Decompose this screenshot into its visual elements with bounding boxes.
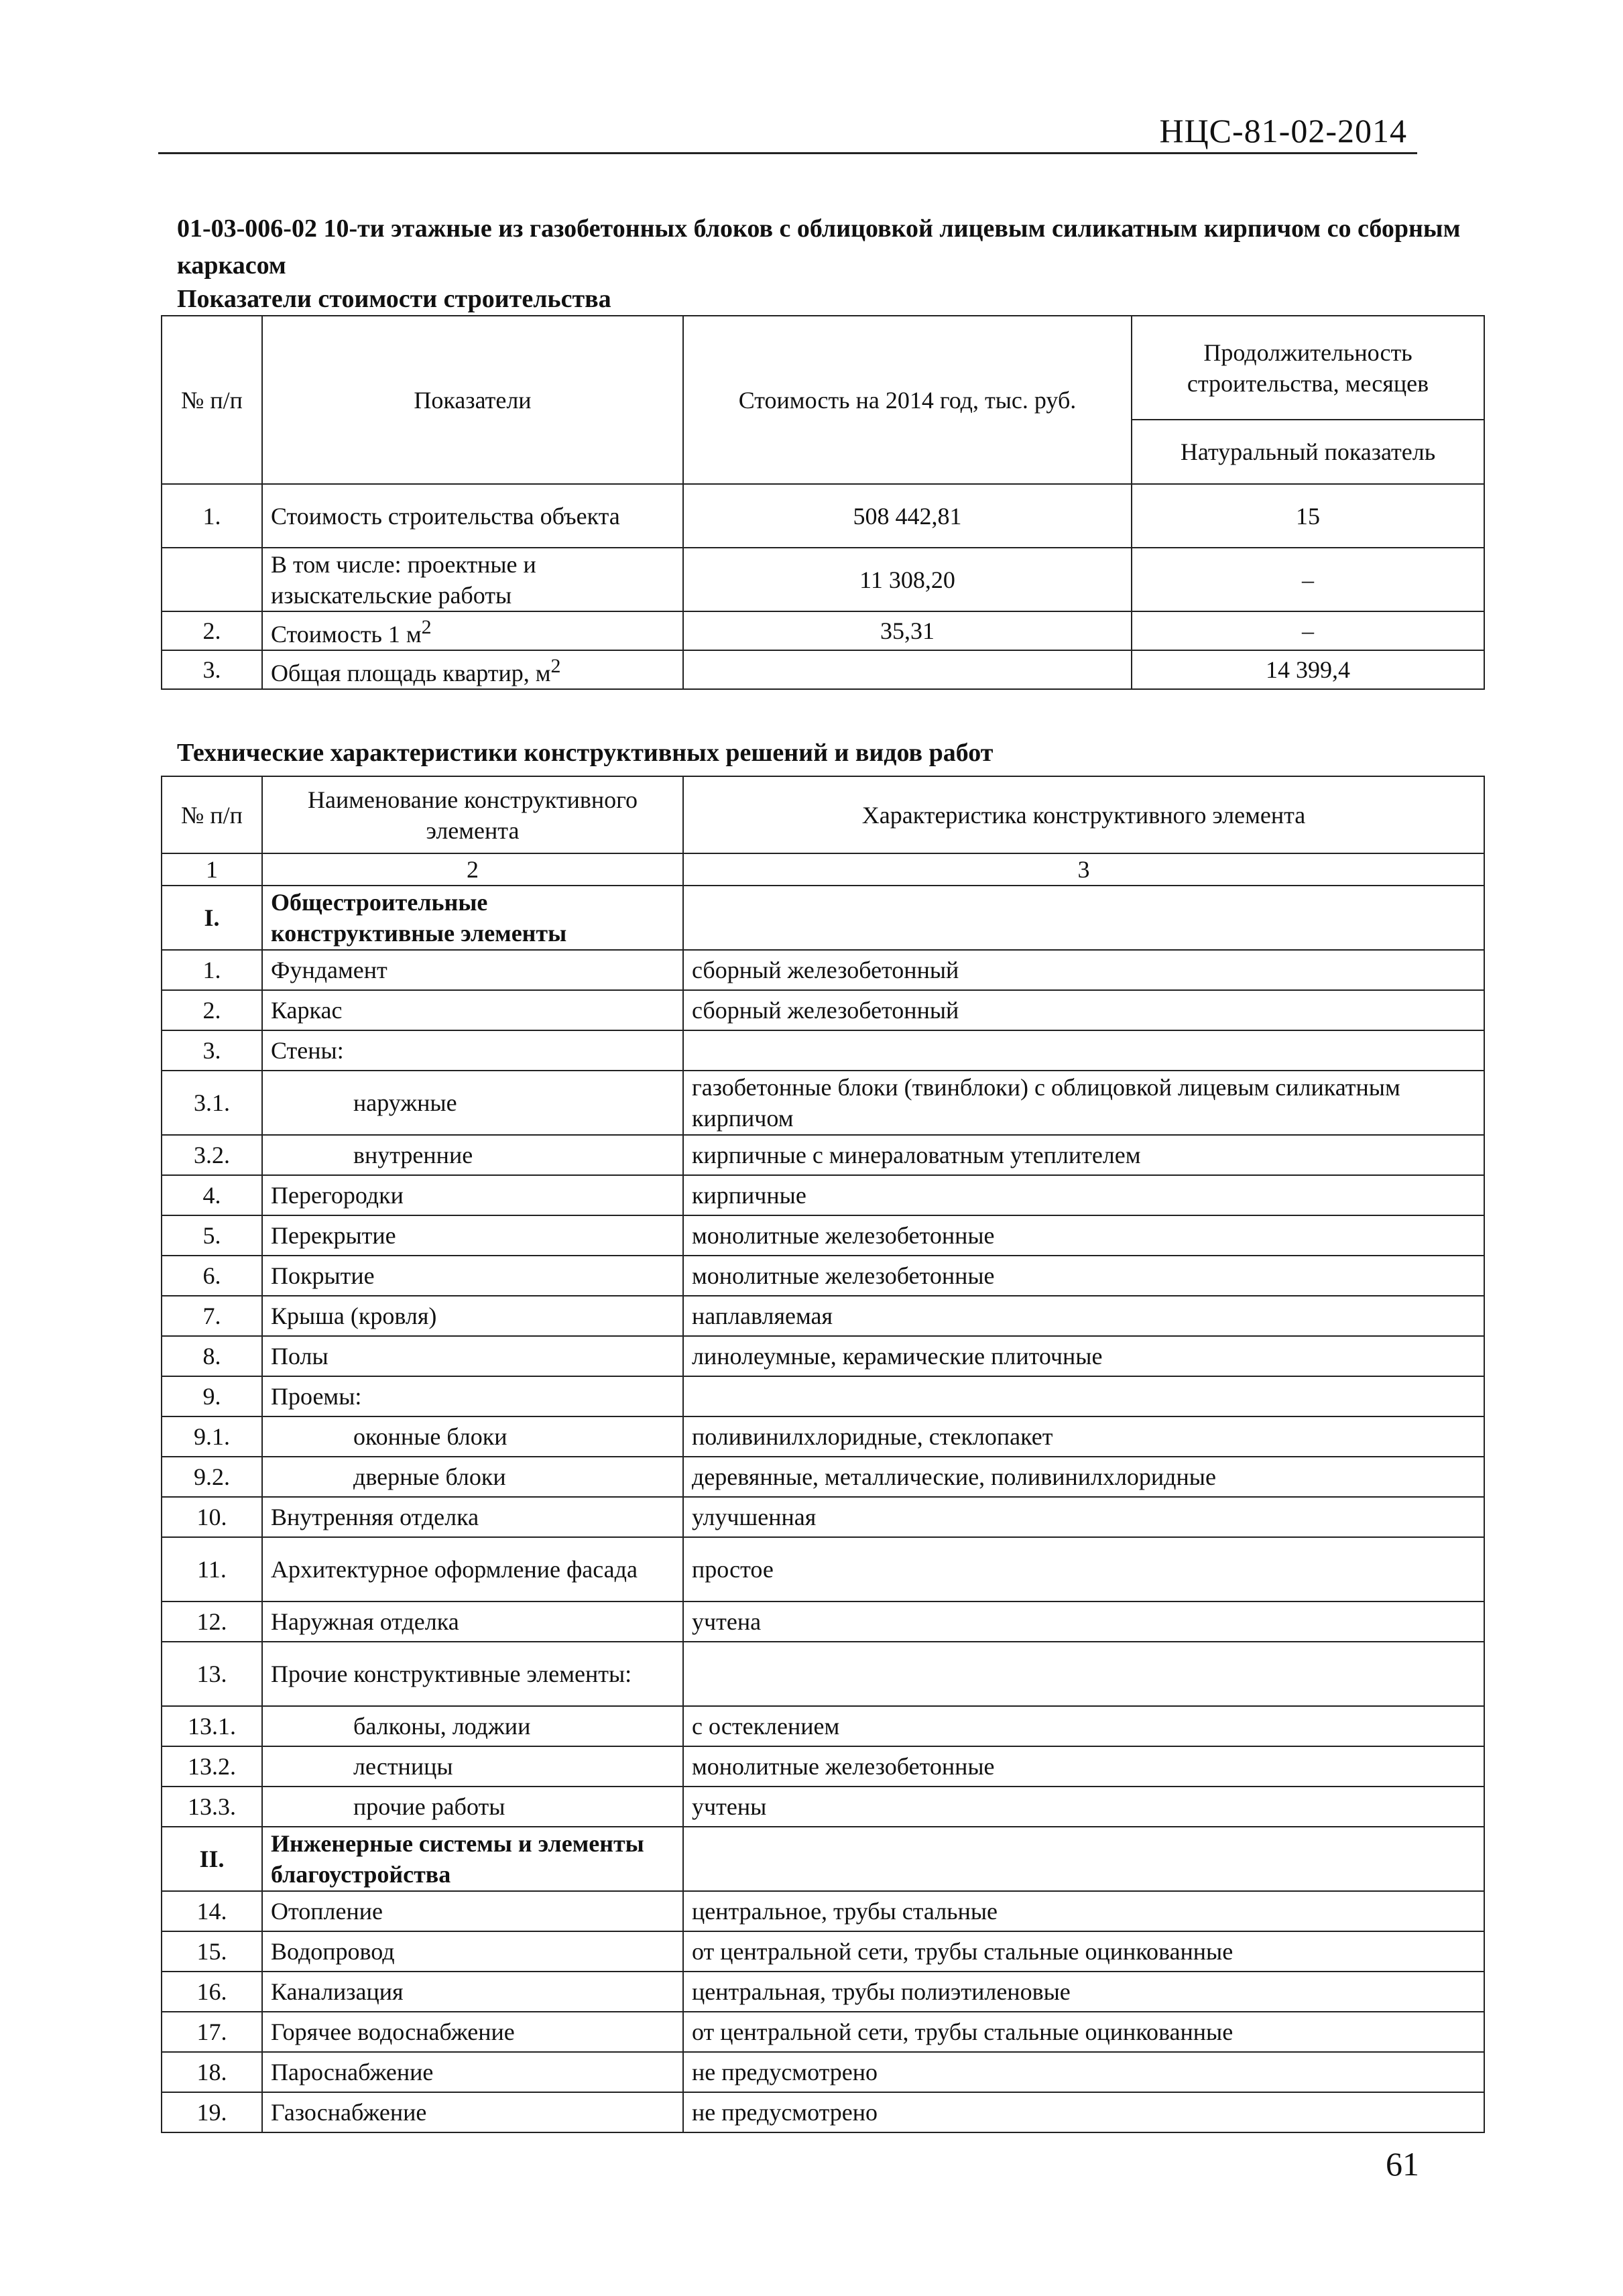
row-num: II. bbox=[162, 1827, 262, 1891]
row-num: 11. bbox=[162, 1537, 262, 1602]
element-name: Покрытие bbox=[262, 1256, 683, 1296]
row-num: 4. bbox=[162, 1175, 262, 1215]
table-row bbox=[162, 1336, 1484, 1376]
cost-header-num: № п/п bbox=[162, 316, 262, 484]
row-duration: 14 399,4 bbox=[1132, 650, 1484, 689]
row-num: 13.3. bbox=[162, 1787, 262, 1827]
element-characteristic: учтены bbox=[683, 1787, 1484, 1827]
element-name: прочие работы bbox=[262, 1787, 683, 1827]
element-name: лестницы bbox=[262, 1746, 683, 1787]
element-characteristic: сборный железобетонный bbox=[683, 950, 1484, 990]
row-num: 9.2. bbox=[162, 1457, 262, 1497]
cost-header-cost: Стоимость на 2014 год, тыс. руб. bbox=[683, 316, 1132, 484]
element-characteristic bbox=[683, 886, 1484, 950]
document-code: НЦС-81-02-2014 bbox=[1159, 112, 1407, 149]
element-name: Перегородки bbox=[262, 1175, 683, 1215]
table-row bbox=[162, 1642, 1484, 1706]
table-row bbox=[162, 611, 1484, 650]
table-row bbox=[162, 1972, 1484, 2012]
table-row bbox=[162, 1827, 1484, 1891]
element-characteristic bbox=[683, 1827, 1484, 1891]
row-num: 13.1. bbox=[162, 1706, 262, 1746]
table-row bbox=[162, 950, 1484, 990]
row-num: 7. bbox=[162, 1296, 262, 1336]
element-characteristic bbox=[683, 1642, 1484, 1706]
row-num: 9. bbox=[162, 1376, 262, 1416]
element-characteristic: сборный железобетонный bbox=[683, 990, 1484, 1030]
element-name: Стены: bbox=[262, 1030, 683, 1071]
element-name: Полы bbox=[262, 1336, 683, 1376]
row-num: 1. bbox=[162, 484, 262, 548]
element-name: Архитектурное оформление фасада bbox=[262, 1537, 683, 1602]
row-indicator: Общая площадь квартир, $м^2$ bbox=[262, 650, 683, 689]
row-num: 16. bbox=[162, 1972, 262, 2012]
element-characteristic: линолеумные, керамические плиточные bbox=[683, 1336, 1484, 1376]
table-row bbox=[162, 1457, 1484, 1497]
row-cost: 35,31 bbox=[683, 611, 1132, 650]
document-title: 01-03-006-02 10-ти этажные из газобетонных блоков с облицовкой лицевым силикатным кирпичом со сборным каркасом bbox=[177, 215, 1461, 280]
table-row bbox=[162, 484, 1484, 548]
row-num: 1. bbox=[162, 950, 262, 990]
table-row bbox=[162, 650, 1484, 689]
cost-header-duration-sub: Натуральный показатель bbox=[1132, 420, 1484, 484]
row-num: 3.2. bbox=[162, 1135, 262, 1175]
element-characteristic: центральное, трубы стальные bbox=[683, 1891, 1484, 1931]
row-indicator: Стоимость 1 $м^2$ bbox=[262, 611, 683, 650]
element-characteristic: не предусмотрено bbox=[683, 2052, 1484, 2092]
row-num: 9.1. bbox=[162, 1416, 262, 1457]
row-num: I. bbox=[162, 886, 262, 950]
table-row bbox=[162, 1135, 1484, 1175]
row-cost: 508 442,81 bbox=[683, 484, 1132, 548]
row-num: 12. bbox=[162, 1602, 262, 1642]
element-name: Крыша (кровля) bbox=[262, 1296, 683, 1336]
table-row bbox=[162, 1931, 1484, 1972]
row-num: 13.2. bbox=[162, 1746, 262, 1787]
row-num: 2. bbox=[162, 990, 262, 1030]
table-row bbox=[162, 1256, 1484, 1296]
element-name: Газоснабжение bbox=[262, 2092, 683, 2132]
row-num: 2. bbox=[162, 611, 262, 650]
row-num: 13. bbox=[162, 1642, 262, 1706]
tech-header-name: Наименование конструктивного элемента bbox=[262, 776, 683, 853]
row-cost: 11 308,20 bbox=[683, 548, 1132, 611]
table-row bbox=[162, 1030, 1484, 1071]
tech-table bbox=[161, 776, 1485, 2133]
element-characteristic: центральная, трубы полиэтиленовые bbox=[683, 1972, 1484, 2012]
page-number: 61 bbox=[1386, 2145, 1419, 2183]
table-row bbox=[162, 1746, 1484, 1787]
element-characteristic: наплавляемая bbox=[683, 1296, 1484, 1336]
header-rule bbox=[158, 152, 1417, 154]
table-row bbox=[162, 2052, 1484, 2092]
section-heading: Инженерные системы и элементы благоустройства bbox=[262, 1827, 683, 1891]
table-row bbox=[162, 886, 1484, 950]
row-num: 3. bbox=[162, 1030, 262, 1071]
column-number: 2 bbox=[262, 853, 683, 886]
row-num: 5. bbox=[162, 1215, 262, 1256]
element-name: Пароснабжение bbox=[262, 2052, 683, 2092]
row-indicator: В том числе: проектные и изыскательские работы bbox=[262, 548, 683, 611]
row-num: 15. bbox=[162, 1931, 262, 1972]
element-characteristic: кирпичные bbox=[683, 1175, 1484, 1215]
table-row bbox=[162, 1071, 1484, 1135]
element-characteristic: монолитные железобетонные bbox=[683, 1215, 1484, 1256]
element-name: оконные блоки bbox=[262, 1416, 683, 1457]
element-name: Горячее водоснабжение bbox=[262, 2012, 683, 2052]
table-row bbox=[162, 1175, 1484, 1215]
element-name: Внутренняя отделка bbox=[262, 1497, 683, 1537]
element-characteristic: улучшенная bbox=[683, 1497, 1484, 1537]
table-row bbox=[162, 1602, 1484, 1642]
element-characteristic: простое bbox=[683, 1537, 1484, 1602]
element-name: Отопление bbox=[262, 1891, 683, 1931]
table-row bbox=[162, 1497, 1484, 1537]
table-row bbox=[162, 1891, 1484, 1931]
table-row bbox=[162, 990, 1484, 1030]
element-name: Проемы: bbox=[262, 1376, 683, 1416]
element-name: дверные блоки bbox=[262, 1457, 683, 1497]
element-name: наружные bbox=[262, 1071, 683, 1135]
table-row bbox=[162, 2092, 1484, 2132]
element-characteristic: монолитные железобетонные bbox=[683, 1746, 1484, 1787]
tech-header-num: № п/п bbox=[162, 776, 262, 853]
cost-header-indicator: Показатели bbox=[262, 316, 683, 484]
row-num: 14. bbox=[162, 1891, 262, 1931]
tech-header-characteristic: Характеристика конструктивного элемента bbox=[683, 776, 1484, 853]
row-num: 8. bbox=[162, 1336, 262, 1376]
element-name: балконы, лоджии bbox=[262, 1706, 683, 1746]
element-characteristic: газобетонные блоки (твинблоки) с облицовкой лицевым силикатным кирпичом bbox=[683, 1071, 1484, 1135]
element-characteristic bbox=[683, 1376, 1484, 1416]
table-row bbox=[162, 548, 1484, 611]
cost-table bbox=[161, 315, 1485, 690]
element-characteristic: кирпичные с минераловатным утеплителем bbox=[683, 1135, 1484, 1175]
section-heading: Общестроительные конструктивные элементы bbox=[262, 886, 683, 950]
column-number: 3 bbox=[683, 853, 1484, 886]
element-characteristic: от центральной сети, трубы стальные оцинкованные bbox=[683, 1931, 1484, 1972]
row-num: 17. bbox=[162, 2012, 262, 2052]
element-characteristic: деревянные, металлические, поливинилхлоридные bbox=[683, 1457, 1484, 1497]
element-name: Перекрытие bbox=[262, 1215, 683, 1256]
row-cost bbox=[683, 650, 1132, 689]
tech-section-title: Технические характеристики конструктивных решений и видов работ bbox=[177, 739, 994, 767]
row-num: 10. bbox=[162, 1497, 262, 1537]
table-row bbox=[162, 1537, 1484, 1602]
table-row bbox=[162, 1416, 1484, 1457]
element-name: Водопровод bbox=[262, 1931, 683, 1972]
cost-section-title: Показатели стоимости строительства bbox=[177, 285, 611, 313]
element-characteristic: поливинилхлоридные, стеклопакет bbox=[683, 1416, 1484, 1457]
element-name: внутренние bbox=[262, 1135, 683, 1175]
table-row bbox=[162, 1706, 1484, 1746]
element-name: Канализация bbox=[262, 1972, 683, 2012]
table-row bbox=[162, 1296, 1484, 1336]
table-row bbox=[162, 1787, 1484, 1827]
column-number: 1 bbox=[162, 853, 262, 886]
element-characteristic bbox=[683, 1030, 1484, 1071]
element-name: Прочие конструктивные элементы: bbox=[262, 1642, 683, 1706]
row-num: 19. bbox=[162, 2092, 262, 2132]
row-num: 18. bbox=[162, 2052, 262, 2092]
row-num: 6. bbox=[162, 1256, 262, 1296]
table-row bbox=[162, 1215, 1484, 1256]
row-duration: 15 bbox=[1132, 484, 1484, 548]
row-indicator: Стоимость строительства объекта bbox=[262, 484, 683, 548]
element-name: Фундамент bbox=[262, 950, 683, 990]
row-duration: – bbox=[1132, 611, 1484, 650]
cost-header-duration: Продолжительность строительства, месяцев bbox=[1132, 316, 1484, 420]
element-characteristic: от центральной сети, трубы стальные оцинкованные bbox=[683, 2012, 1484, 2052]
table-row bbox=[162, 1376, 1484, 1416]
row-num bbox=[162, 548, 262, 611]
element-characteristic: учтена bbox=[683, 1602, 1484, 1642]
element-characteristic: не предусмотрено bbox=[683, 2092, 1484, 2132]
row-num: 3. bbox=[162, 650, 262, 689]
element-name: Наружная отделка bbox=[262, 1602, 683, 1642]
element-characteristic: монолитные железобетонные bbox=[683, 1256, 1484, 1296]
table-row bbox=[162, 2012, 1484, 2052]
row-num: 3.1. bbox=[162, 1071, 262, 1135]
element-name: Каркас bbox=[262, 990, 683, 1030]
row-duration: – bbox=[1132, 548, 1484, 611]
element-characteristic: с остеклением bbox=[683, 1706, 1484, 1746]
